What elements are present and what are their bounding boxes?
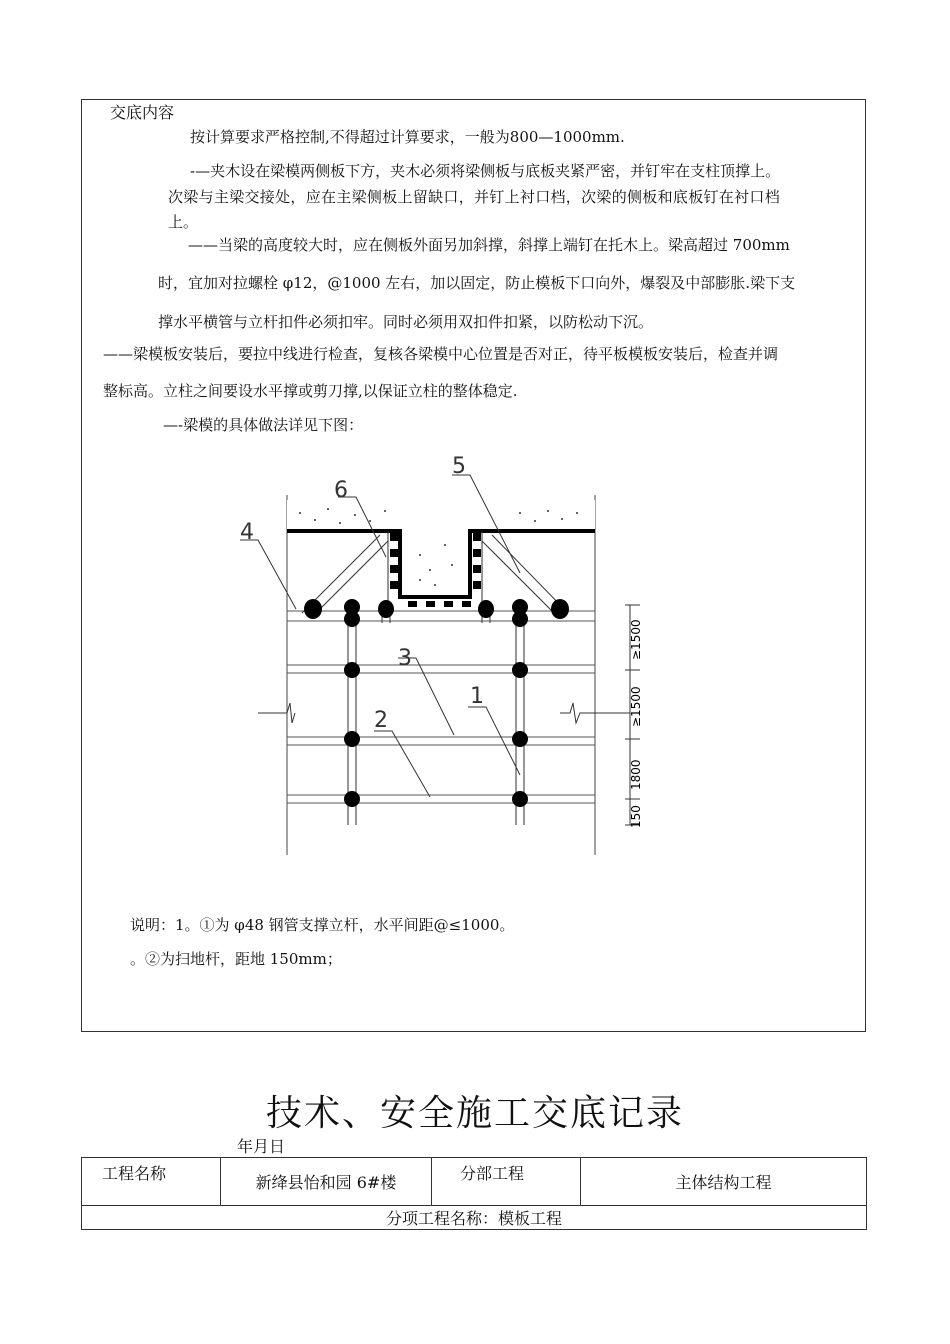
paragraph-2-line-1: -—夹木设在梁模两侧板下方，夹木必须将梁侧板与底板夹紧严密，并钉牢在支柱顶撑上。 — [190, 162, 781, 180]
paragraph-4-line-1: ——梁模板安装后，要拉中线进行检查，复核各梁模中心位置是否对正，待平板模板安装后，检查并调 — [103, 345, 779, 363]
division-value: 主体结构工程 — [581, 1158, 867, 1206]
paragraph-2-line-3: 上。 — [168, 213, 199, 231]
sub-item-name: 分项工程名称：模板工程 — [82, 1206, 867, 1230]
project-name-label: 工程名称 — [82, 1158, 221, 1206]
callout-4: 4 — [240, 520, 254, 545]
callout-6: 6 — [334, 478, 348, 503]
project-name-value: 新绛县怡和园 6#楼 — [221, 1158, 432, 1206]
note-1: 说明：1。①为 φ48 钢管支撑立杆，水平间距@≤1000。 — [130, 916, 515, 934]
paragraph-1: 按计算要求严格控制,不得超过计算要求，一般为800—1000mm. — [190, 128, 625, 146]
dimension-label: ≥1500 — [629, 619, 643, 660]
paragraph-3-line-1: ——当梁的高度较大时，应在侧板外面另加斜撑，斜撑上端钉在托木上。梁高超过 700mm — [188, 236, 790, 254]
paragraph-3-line-3: 撑水平横管与立杆扣件必须扣牢。同时必须用双扣件扣紧，以防松动下沉。 — [158, 313, 654, 331]
section-label: 交底内容 — [110, 103, 175, 122]
callout-2: 2 — [374, 708, 388, 733]
callout-3: 3 — [398, 646, 412, 671]
beam-formwork-diagram — [230, 445, 660, 865]
paragraph-3-line-2: 时，宜加对拉螺栓 φ12，@1000 左右，加以固定，防止模板下口向外，爆裂及中部膨胀.梁下支 — [158, 274, 796, 292]
paragraph-4-line-2: 整标高。立柱之间要设水平撑或剪刀撑,以保证立柱的整体稳定. — [103, 382, 518, 400]
project-info-table — [81, 1157, 867, 1230]
callout-1: 1 — [470, 684, 484, 709]
date-label: 年月日 — [237, 1137, 286, 1156]
dimension-label: 1800 — [629, 759, 643, 790]
paragraph-5: —-梁模的具体做法详见下图： — [163, 416, 364, 434]
paragraph-2-line-2: 次梁与主梁交接处，应在主梁侧板上留缺口，并钉上衬口档，次梁的侧板和底板钉在衬口档 — [168, 188, 781, 206]
division-label: 分部工程 — [432, 1158, 581, 1206]
dimension-label: 150 — [629, 805, 643, 828]
callout-5: 5 — [452, 454, 466, 479]
note-2: 。②为扫地杆，距地 150mm； — [130, 950, 342, 968]
record-title: 技术、安全施工交底记录 — [265, 1093, 684, 1134]
dimension-label: ≥1500 — [629, 686, 643, 727]
